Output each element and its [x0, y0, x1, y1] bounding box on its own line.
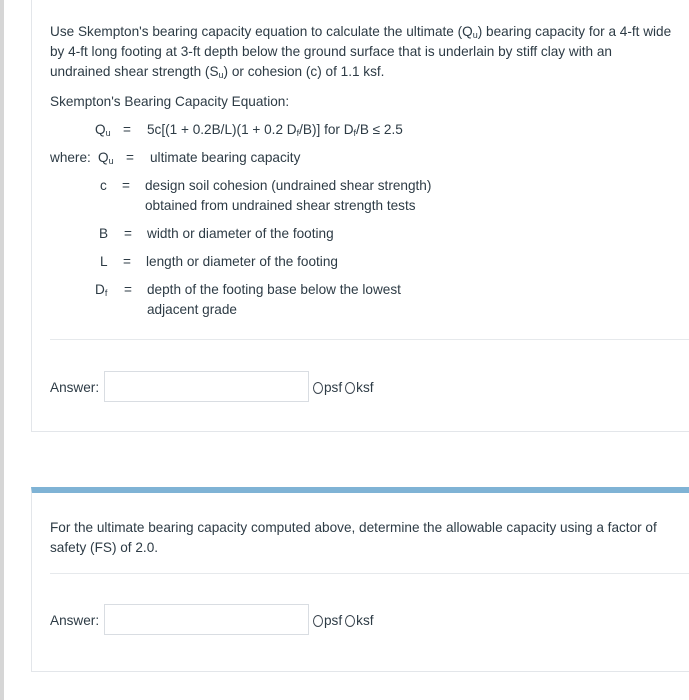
definition-text: ultimate bearing capacity — [150, 150, 301, 165]
equation-heading: Skempton's Bearing Capacity Equation: — [50, 94, 290, 109]
definition-equals: = — [124, 282, 132, 297]
definition-text-continued: obtained from undrained shear strength tests — [145, 198, 416, 213]
left-scroll-edge — [0, 0, 4, 700]
definition-equals: = — [124, 226, 132, 241]
definition-symbol: $D_f$ — [95, 282, 108, 298]
definition-equals: = — [126, 150, 134, 165]
ksf-radio[interactable] — [345, 382, 355, 394]
answer-label: Answer: — [50, 380, 100, 395]
answer-input[interactable] — [104, 604, 309, 635]
definition-equals: = — [122, 178, 130, 193]
unit-option-psf[interactable]: psf — [313, 378, 342, 398]
question-2-text: For the ultimate bearing capacity computed above, determine the allowable capacity using a factor of safety (FS) of 2.0. — [50, 520, 657, 555]
unit-options — [313, 378, 377, 398]
unit-option-ksf[interactable]: ksf — [345, 378, 373, 398]
equation-rhs: 5c[(1 + 0.2B/L)(1 + 0.2 $D_f/B$)] for $D_f/B \le 2.5$ — [147, 122, 403, 138]
definition-symbol: L — [100, 254, 108, 269]
answer-label: Answer: — [50, 613, 100, 628]
unit-option-psf[interactable]: psf — [313, 611, 342, 631]
unit-option-ksf[interactable]: ksf — [345, 611, 373, 631]
definition-text-continued: adjacent grade — [147, 302, 237, 317]
definition-equals: = — [123, 254, 131, 269]
answer-input[interactable] — [104, 371, 309, 402]
definition-symbol: $Q_u$ — [98, 150, 114, 166]
definition-text: width or diameter of the footing — [147, 226, 334, 241]
ksf-radio[interactable] — [345, 615, 355, 627]
divider — [50, 573, 689, 574]
unit-options — [313, 611, 377, 631]
definition-symbol: c — [100, 178, 107, 193]
definition-text: length or diameter of the footing — [146, 254, 338, 269]
definition-symbol: B — [99, 226, 109, 241]
definition-text: design soil cohesion (undrained shear strength) — [145, 178, 432, 193]
psf-radio[interactable] — [313, 382, 323, 394]
question-1-text: Use Skempton's bearing capacity equation to calculate the ultimate $(Q_u)$ bearing capacity for a 4-ft wide by 4-ft long footing at 3-ft depth below the ground surface that is underlain by stiff clay with an undrained shear strength $(S_u)$ or cohesion (c) of 1.1 ksf. — [50, 24, 672, 80]
question-card-1 — [31, 0, 689, 432]
question-card-2 — [31, 487, 689, 672]
equation-equals: = — [123, 122, 131, 137]
divider — [50, 339, 689, 340]
equation-lhs: $Q_u$ — [95, 122, 111, 138]
psf-radio[interactable] — [313, 615, 323, 627]
where-label: where: — [50, 150, 91, 165]
definition-text: depth of the footing base below the lowest — [147, 282, 401, 297]
